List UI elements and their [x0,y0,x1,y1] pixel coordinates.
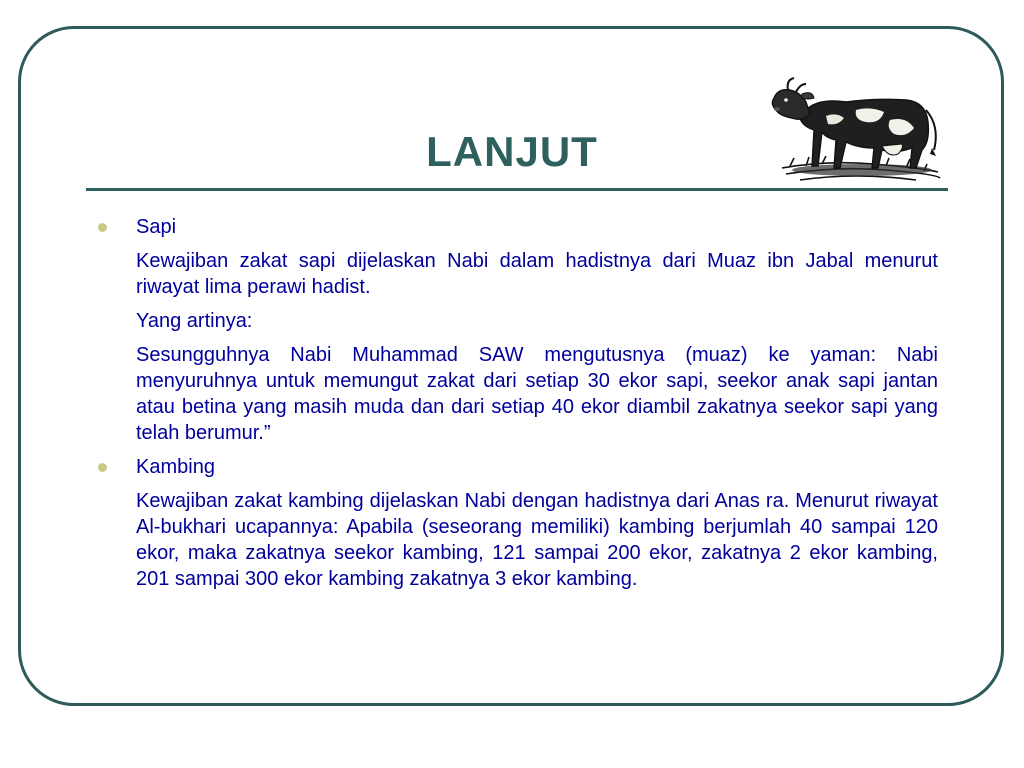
bullet-dot-icon [98,463,107,472]
section-heading: Sapi [136,216,177,238]
body-paragraph: Kewajiban zakat sapi dijelaskan Nabi dalam hadistnya dari Muaz ibn Jabal menurut riwayat lima perawi hadist. [136,250,938,298]
list-item [96,214,938,240]
cow-icon [766,76,942,184]
body-paragraph: Sesungguhnya Nabi Muhammad SAW mengutusnya (muaz) ke yaman: Nabi menyuruhnya untuk memungut zakat dari setiap 30 ekor sapi, seekor anak sapi jantan atau betina yang masih muda dan dari setiap 40 ekor diambil zakatnya seekor sapi yang telah berumur.” [136,344,938,444]
bullet-dot-icon [98,223,107,232]
title-underline [86,188,948,191]
slide-title: LANJUT [426,128,598,175]
section-heading: Kambing [136,456,215,478]
body-paragraph: Yang artinya: [136,310,253,332]
list-item [96,454,938,480]
body-paragraph: Kewajiban zakat kambing dijelaskan Nabi dengan hadistnya dari Anas ra. Menurut riwayat Al-bukhari ucapannya: Apabila (seseorang memiliki) kambing berjumlah 40 sampai 120 ekor, maka zakatnya seekor kambing, 121 sampai 200 ekor, zakatnya 2 ekor kambing, 201 sampai 300 ekor kambing zakatnya 3 ekor kambing. [136,490,938,590]
slide-body [96,214,938,600]
